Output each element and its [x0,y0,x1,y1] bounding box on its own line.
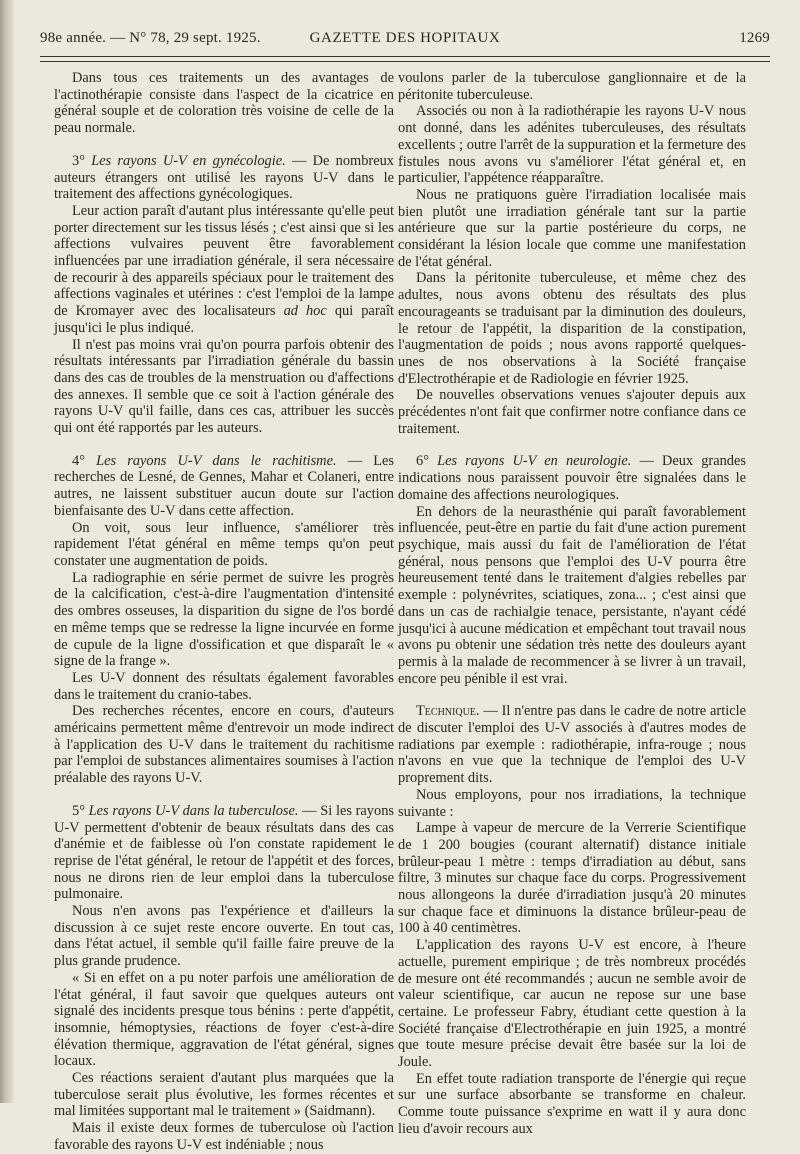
paragraph [54,570,394,670]
right-text-column [398,70,746,1138]
section-paragraph [398,703,746,787]
section-paragraph [398,453,746,503]
paragraph-text: voulons parler de la tuberculose ganglionnaire et de la péritonite tuberculeuse. [398,70,746,103]
header-double-rule [40,56,770,62]
paragraph [398,270,746,387]
paragraph-text: — Il n'entre pas dans le cadre de notre article de discuter l'emploi des U-V associés à d'autres modes de radiations par exemple : radiothérapie, infra-rouge ; nous n'avons en vue que la technique de l'emploi des U-V proprement dits. [398,703,746,787]
paragraph-text: La radiographie en série permet de suivre les progrès de la calcification, c'est-à-dire l'augmentation d'intensité des ombres osseuses, la disparition du signe de l'os bordé en même temps que se redresse la ligne incurvée en forme de cupule de la ligne d'ossification et que disparaît le « signe de la frange ». [54,569,394,670]
paragraph-text: — De nombreux auteurs étrangers ont utilisé les rayons U-V dans le traitement des affections gynécologiques. [54,152,394,203]
paragraph [398,387,746,437]
paragraph [54,1120,394,1153]
paragraph-text: « Si en effet on a pu noter parfois une amélioration de l'état général, il faut savoir que quelques auteurs ont signalé des incidents presque tous bénins : perte d'appétit, insomnie, hémoptysies, réactions de foyer c'est-à-dire élévation thermique, aggravation de l'état général, signes locaux. [54,969,394,1070]
paragraph [54,1070,394,1120]
paragraph-text: — Deux grandes indications nous paraissent pouvoir être signalées dans le domaine des affections neurologiques. [398,453,746,503]
section-heading: Les rayons U-V en gynécologie. [91,152,286,169]
paragraph-text: Il n'est pas moins vrai qu'on pourra parfois obtenir des résultats intéressants par l'irradiation générale du bassin dans des cas de troubles de la menstruation ou d'affections des annexes. Il semble que ce soit à l'action générale des rayons U-V qu'il faille, dans ces cas, attribuer les succès qui ont été rapportés par les auteurs. [54,336,394,437]
section-heading: Les rayons U-V dans la tuberculose. [88,802,299,819]
paragraph-text: Associés ou non à la radiothérapie les rayons U-V nous ont donné, dans les adénites tuberculeuses, des résultats excellents ; outre l'arrêt de la suppuration et la fermeture des fistules nous avons vu s'améliorer l'état général et, en particulier, l'appétence réapparaître. [398,103,746,187]
paragraph [54,670,394,703]
paragraph [54,970,394,1070]
section-heading: Les rayons U-V en neurologie. [437,453,632,470]
paragraph-text: On voit, sous leur influence, s'améliorer très rapidement l'état général en même temps qu'on peut constater une augmentation de poids. [54,519,394,569]
section-heading: Technique. [416,703,480,720]
paragraph-text: — Les recherches de Lesné, de Gennes, Mahar et Colaneri, entre autres, ne laissent substituer aucun doute sur l'action bienfaisante des U-V dans cette affection. [54,452,394,519]
section-number: 3° [72,152,92,169]
paragraph-text: Dans la péritonite tuberculeuse, et même chez des adultes, nous avons obtenu des résultats des plus encourageants se traduisant par la diminution des douleurs, le retour de l'appétit, la disparition de la constipation, l'augmentation de poids ; nous avons rapporté quelques-unes de nos observations à la Société française d'Electrothérapie et de Radiologie en février 1925. [398,270,746,387]
paragraph [398,937,746,1071]
section-paragraph [54,153,394,203]
paragraph-text: Des recherches récentes, encore en cours, d'auteurs américains permettent même d'entrevoir un mode indirect à l'application des U-V dans le traitement du rachitisme par l'emploi de substances alimentaires soumises à l'action préalable des rayons U-V. [54,703,394,787]
paragraph-text: Lampe à vapeur de mercure de la Verrerie Scientifique de 1 200 bougies (courant alternatif) distance initiale brûleur-peau 1 mètre : temps d'irradiation au début, sans filtre, 3 minutes sur chaque face du corps. Progressivement nous allongeons la durée d'irradiation jusqu'à 20 minutes sur chaque face et diminuons la distance brûleur-peau de 100 à 40 centimètres. [398,820,746,937]
paragraph-text: Ces réactions seraient d'autant plus marquées que la tuberculose serait plus évolutive, les formes récentes et mal limitées supportant mal le traitement » (Saidmann). [54,1070,394,1120]
header-journal-title: GAZETTE DES HOPITAUX [309,30,501,46]
header-page-number: 1269 [739,30,770,46]
paragraph [54,520,394,570]
section-paragraph [54,453,394,520]
paragraph [54,903,394,970]
section-number: 5° [72,802,89,819]
paragraph-text: Mais il existe deux formes de tuberculose où l'action favorable des rayons U-V est indéniable ; nous [54,1120,394,1153]
paragraph [398,1071,746,1138]
paragraph-text: Nous employons, pour nos irradiations, la technique suivante : [398,786,746,820]
paragraph-text: Les U-V donnent des résultats également favorables dans le traitement du cranio-tabes. [54,669,394,703]
paragraph [54,337,394,437]
paragraph-text: Leur action paraît d'autant plus intéressante qu'elle peut porter directement sur les tissus lésés ; c'est ainsi que si les affections vulvaires peuvent être favorablement influencées par une irradiation générale, il sera nécessaire de recourir à des appareils spéciaux pour le traitement des affections vaginales et utérines : c'est l'emploi de la lampe de Kromayer avec des localisateurs [54,202,394,320]
paragraph-text: En effet toute radiation transporte de l'énergie qui reçue sur une surface absorbante se transforme en chaleur. Comme toute puissance s'exprime en watt il y aura donc lieu d'avoir recours aux [398,1070,746,1137]
paragraph [398,504,746,688]
paragraph [398,787,746,820]
paragraph-text: L'application des rayons U-V est encore, à l'heure actuelle, purement empirique ; de très nombreux procédés de mesure ont été recommandés ; aucun ne semble avoir de valeur scientifique, car aucun ne repose sur une base certaine. Le professeur Fabry, étudiant cette question à la Société française d'Electrothérapie en juin 1925, a montré que toute mesure précise devait être basée sur la loi de Joule. [398,937,746,1071]
running-header [40,30,770,54]
paragraph [398,820,746,937]
section-number: 4° [72,452,97,469]
paragraph-text: — Si les rayons U-V permettent d'obtenir de beaux résultats dans des cas d'anémie et de faiblesse où l'on constate rapidement le reprise de l'état général, le retour de l'appétit et des forces, nous ne dirons rien de leur emploi dans la tuberculose pulmonaire. [54,802,394,903]
page-binding-edge [0,0,14,1103]
paragraph [398,103,746,187]
paragraph-text: En dehors de la neurasthénie qui paraît favorablement influencée, peut-être en partie du fait d'une action purement psychique, mais aussi du fait de l'amélioration de l'état général, nous pensons que l'emploi des U-V pourra être heureusement tenté dans le traitement d'algies rebelles par exemple : polynévrites, sciatiques, zona... ; c'est ainsi que dans un cas de rachialgie tenace, persistante, n'ayant cédé jusqu'ici à aucune médication et empêchant tout travail nous avons pu obtenir une sédation très nette des douleurs ayant permis à la malade de recommencer à se livrer à un travail, encore peu pénible il est vrai. [398,503,746,687]
paragraph [54,703,394,787]
paragraph [398,187,746,271]
paragraph [398,70,746,103]
paragraph-text: Dans tous ces traitements un des avantages de l'actinothérapie consiste dans l'aspect de la cicatrice en général souple et de coloration très voisine de celle de la peau normale. [54,70,394,137]
paragraph-text: Nous ne pratiquons guère l'irradiation localisée mais bien plutôt une irradiation générale tant sur la partie antérieure que sur la partie postérieure du corps, ne considérant la lésion locale que comme une manifestation de l'état général. [398,186,746,270]
italic-term: ad hoc [283,303,327,320]
left-text-column [54,70,394,1154]
paragraph-text: De nouvelles observations venues s'ajouter depuis aux précédentes n'ont fait que confirmer notre confiance dans ce traitement. [398,387,746,437]
paragraph-text: Nous n'en avons pas l'expérience et d'ailleurs la discussion à ce sujet reste encore ouverte. En tout cas, dans l'état actuel, il semble qu'il faille faire preuve de la plus grande prudence. [54,903,394,970]
paragraph [54,70,394,137]
section-heading: Les rayons U-V dans le rachitisme. [96,452,337,469]
paragraph [54,203,394,337]
paragraph-text: qui paraît jusqu'ici le plus indiqué. [54,303,394,336]
header-issue-info: 98e année. — N° 78, 29 sept. 1925. [40,30,261,46]
section-paragraph [54,803,394,903]
section-number: 6° [416,453,438,470]
